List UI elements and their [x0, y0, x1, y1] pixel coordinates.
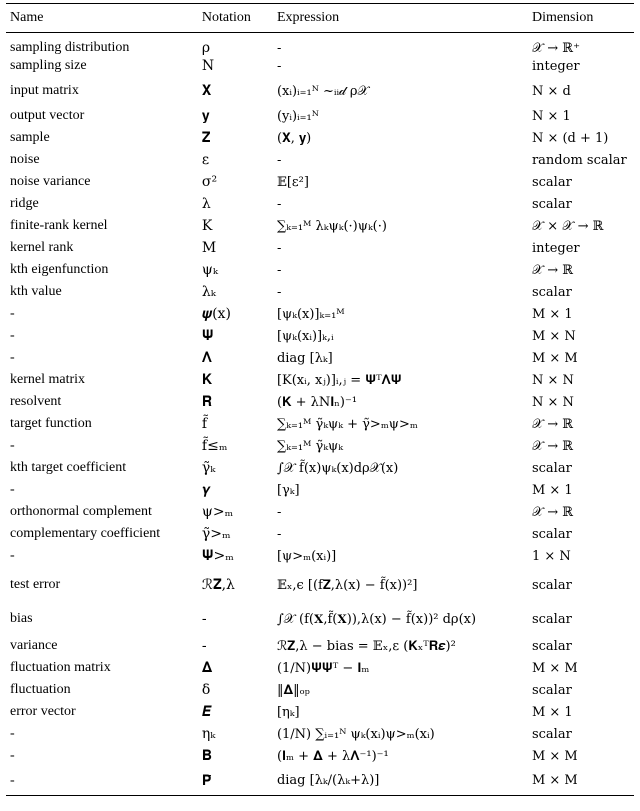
cell-dimension: 𝒳 → ℝ⁺ — [531, 40, 580, 56]
cell-notation: ψₖ — [201, 262, 218, 278]
cell-expression: [ηₖ] — [276, 704, 300, 720]
cell-expression: - — [276, 152, 282, 168]
cell-dimension: integer — [531, 58, 580, 74]
cell-expression: - — [276, 504, 282, 520]
table-row — [6, 701, 634, 723]
table-row — [6, 127, 634, 149]
cell-dimension: N × N — [531, 394, 574, 410]
table-row — [6, 259, 634, 281]
cell-expression: [ψₖ(xᵢ)]ₖ,ᵢ — [276, 328, 334, 344]
cell-expression: - — [276, 58, 282, 74]
cell-name: - — [10, 482, 15, 497]
cell-expression: diag [λₖ/(λₖ+λ)] — [273, 767, 528, 795]
cell-notation: N — [201, 58, 215, 74]
cell-dimension: scalar — [531, 460, 572, 476]
table-row — [6, 413, 634, 435]
cell-name: - — [10, 328, 15, 343]
cell-dimension: M × 1 — [531, 306, 573, 322]
cell-name: kth target coefficient — [10, 460, 127, 475]
table-row — [6, 657, 634, 679]
cell-name: sampling distribution — [10, 40, 130, 55]
cell-expression: [γₖ] — [276, 482, 300, 498]
cell-dimension: random scalar — [531, 152, 627, 168]
cell-notation: δ — [201, 682, 211, 698]
cell-notation: λₖ — [201, 284, 216, 300]
table-row — [6, 603, 634, 635]
cell-dimension: N × d — [531, 83, 571, 99]
cell-expression: 𝔼ₓ,ϵ [(f𝐙,λ(x) − f̃(x))²] — [276, 577, 418, 593]
cell-notation: ℛ𝐙,λ — [201, 577, 235, 593]
table-row — [6, 347, 634, 369]
cell-notation: M — [201, 240, 217, 256]
cell-name: - — [10, 350, 15, 365]
cell-notation: 𝚿 — [201, 328, 214, 344]
cell-name: sample — [10, 130, 50, 145]
cell-dimension: M × M — [528, 767, 634, 795]
cell-dimension: N × 1 — [531, 108, 571, 124]
cell-dimension: scalar — [531, 174, 572, 190]
cell-dimension: 𝒳 → ℝ — [531, 504, 574, 520]
table-row — [6, 523, 634, 545]
cell-name: orthonormal complement — [10, 504, 152, 519]
cell-name: - — [10, 306, 15, 321]
cell-expression: ∑ₖ₌₁ᴹ λₖψₖ(·)ψₖ(·) — [276, 218, 387, 234]
cell-name: - — [10, 748, 15, 763]
cell-notation: 𝐏̄ — [198, 767, 273, 795]
table-row — [6, 303, 634, 325]
cell-expression: (xᵢ)ᵢ₌₁ᴺ ~ᵢᵢ𝒹 ρ𝒳 — [276, 83, 369, 99]
cell-expression: ∫𝒳 (f(𝐗,f̃(𝐗)),λ(x) − f̃(x))² dρ(x) — [276, 611, 477, 627]
table-row — [6, 149, 634, 171]
header-row — [6, 4, 634, 33]
cell-notation: 𝜸 — [201, 482, 210, 498]
cell-name: sampling size — [10, 58, 87, 73]
cell-expression: - — [276, 262, 282, 278]
cell-notation: 𝝍(x) — [201, 306, 231, 322]
header-name: Name — [6, 4, 198, 33]
cell-dimension: M × M — [531, 660, 578, 676]
table-row — [6, 567, 634, 603]
table-row — [6, 369, 634, 391]
cell-expression: [K(xᵢ, xⱼ)]ᵢ,ⱼ = 𝚿ᵀ𝚲𝚿 — [276, 372, 402, 388]
cell-notation: λ — [201, 196, 211, 212]
cell-notation: 𝚲 — [201, 350, 212, 366]
table-row — [6, 635, 634, 657]
cell-name: noise variance — [10, 174, 91, 189]
cell-name: fluctuation matrix — [10, 660, 111, 675]
cell-name: variance — [10, 638, 58, 653]
cell-notation: 𝐁 — [201, 748, 212, 764]
cell-dimension: M × 1 — [531, 482, 573, 498]
cell-name: - — [10, 726, 15, 741]
cell-expression: ℛ𝐙,λ − bias = 𝔼ₓ,ε (𝐊ₓᵀ𝐑𝜺)² — [276, 638, 456, 654]
table-row — [6, 325, 634, 347]
header-dimension: Dimension — [528, 4, 634, 33]
cell-name: ridge — [10, 196, 39, 211]
cell-expression: (𝐊 + λN𝐈ₙ)⁻¹ — [276, 394, 358, 410]
table-body — [6, 33, 634, 796]
cell-expression: ∑ₖ₌₁ᴹ γ̃ₖψₖ — [276, 438, 343, 454]
cell-name: target function — [10, 416, 92, 431]
cell-dimension: M × 1 — [531, 704, 573, 720]
header-expression: Expression — [273, 4, 528, 33]
cell-name: - — [10, 548, 15, 563]
cell-notation: 𝐗 — [201, 83, 212, 99]
cell-name: input matrix — [10, 83, 79, 98]
cell-notation: 𝐲 — [201, 108, 210, 124]
cell-name: test error — [10, 577, 61, 592]
cell-notation: ηₖ — [201, 726, 216, 742]
table-row — [6, 391, 634, 413]
table-row — [6, 501, 634, 523]
cell-name: - — [6, 767, 198, 795]
cell-dimension: scalar — [531, 284, 572, 300]
cell-name: error vector — [10, 704, 76, 719]
cell-name: kernel matrix — [10, 372, 86, 387]
cell-name: fluctuation — [10, 682, 71, 697]
cell-notation: 𝐙 — [201, 130, 211, 146]
table-row — [6, 479, 634, 501]
table-row — [6, 545, 634, 567]
cell-expression: - — [276, 196, 282, 212]
header-notation: Notation — [198, 4, 273, 33]
table-row — [6, 767, 634, 795]
table-row — [6, 281, 634, 303]
cell-notation: 𝐊 — [201, 372, 213, 388]
cell-name: - — [10, 438, 15, 453]
cell-expression: (𝐗, 𝐲) — [276, 130, 312, 146]
cell-notation: σ² — [201, 174, 218, 190]
cell-dimension: scalar — [531, 611, 572, 627]
cell-expression: (1/N) ∑ᵢ₌₁ᴺ ψₖ(xᵢ)ψ>ₘ(xᵢ) — [276, 726, 435, 742]
cell-dimension: scalar — [531, 577, 572, 593]
cell-notation: 𝐑 — [201, 394, 213, 410]
cell-expression: - — [276, 240, 282, 256]
notation-table — [6, 3, 634, 796]
cell-notation: - — [201, 638, 207, 654]
cell-notation: ρ — [201, 40, 211, 56]
cell-dimension: M × M — [531, 350, 578, 366]
cell-name: finite-rank kernel — [10, 218, 108, 233]
cell-expression: (yᵢ)ᵢ₌₁ᴺ — [276, 108, 319, 124]
cell-dimension: N × (d + 1) — [531, 130, 609, 146]
cell-expression: ∫𝒳 f̃(x)ψₖ(x)dρ𝒳(x) — [276, 460, 399, 476]
cell-expression: (𝐈ₘ + 𝚫 + λ𝚲⁻¹)⁻¹ — [276, 748, 389, 764]
cell-notation: f̃ — [201, 416, 208, 432]
table-row — [6, 679, 634, 701]
cell-expression: (1/N)𝚿𝚿ᵀ − 𝐈ₘ — [276, 660, 370, 676]
table-row — [6, 33, 634, 56]
cell-dimension: scalar — [531, 196, 572, 212]
cell-notation: 𝚫 — [201, 660, 213, 676]
cell-notation: ψ>ₘ — [201, 504, 234, 520]
table-row — [6, 105, 634, 127]
cell-dimension: 𝒳 → ℝ — [531, 438, 574, 454]
cell-notation: 𝚿>ₘ — [201, 548, 234, 564]
cell-dimension: 𝒳 → ℝ — [531, 416, 574, 432]
cell-name: complementary coefficient — [10, 526, 161, 541]
cell-name: kth eigenfunction — [10, 262, 109, 277]
cell-expression: [ψ>ₘ(xᵢ)] — [276, 548, 337, 564]
cell-dimension: scalar — [531, 638, 572, 654]
cell-name: bias — [10, 611, 33, 626]
cell-expression: 𝔼[ε²] — [276, 174, 309, 190]
cell-dimension: N × N — [531, 372, 574, 388]
table-row — [6, 77, 634, 105]
cell-dimension: M × N — [531, 328, 576, 344]
cell-name: resolvent — [10, 394, 62, 409]
cell-expression: diag [λₖ] — [276, 350, 333, 366]
table-row — [6, 193, 634, 215]
cell-notation: 𝑬 — [201, 704, 212, 720]
cell-notation: γ̃>ₘ — [201, 526, 231, 542]
cell-dimension: 𝒳 × 𝒳 → ℝ — [531, 218, 604, 234]
cell-notation: K — [201, 218, 213, 234]
cell-expression: - — [276, 40, 282, 56]
cell-name: output vector — [10, 108, 85, 123]
cell-expression: - — [276, 284, 282, 300]
cell-dimension: 1 × N — [531, 548, 571, 564]
cell-dimension: 𝒳 → ℝ — [531, 262, 574, 278]
table-row — [6, 237, 634, 259]
cell-expression: ‖𝚫‖ₒₚ — [276, 682, 310, 698]
cell-dimension: integer — [531, 240, 580, 256]
cell-notation: γ̃ₖ — [201, 460, 216, 476]
cell-dimension: scalar — [531, 726, 572, 742]
cell-dimension: scalar — [531, 526, 572, 542]
cell-dimension: M × M — [531, 748, 578, 764]
cell-name: noise — [10, 152, 40, 167]
cell-name: kth value — [10, 284, 62, 299]
table-row — [6, 723, 634, 745]
table-row — [6, 457, 634, 479]
cell-notation: f̃≤ₘ — [201, 438, 228, 454]
table-row — [6, 171, 634, 193]
table-row — [6, 215, 634, 237]
cell-dimension: scalar — [531, 682, 572, 698]
cell-notation: ε — [201, 152, 210, 168]
cell-expression: ∑ₖ₌₁ᴹ γ̃ₖψₖ + γ̃>ₘψ>ₘ — [276, 416, 418, 432]
cell-expression: [ψₖ(x)]ₖ₌₁ᴹ — [276, 306, 345, 322]
cell-expression: - — [276, 526, 282, 542]
table-row — [6, 435, 634, 457]
table-row — [6, 55, 634, 77]
cell-name: kernel rank — [10, 240, 74, 255]
table-row — [6, 745, 634, 767]
cell-notation: - — [201, 611, 207, 627]
